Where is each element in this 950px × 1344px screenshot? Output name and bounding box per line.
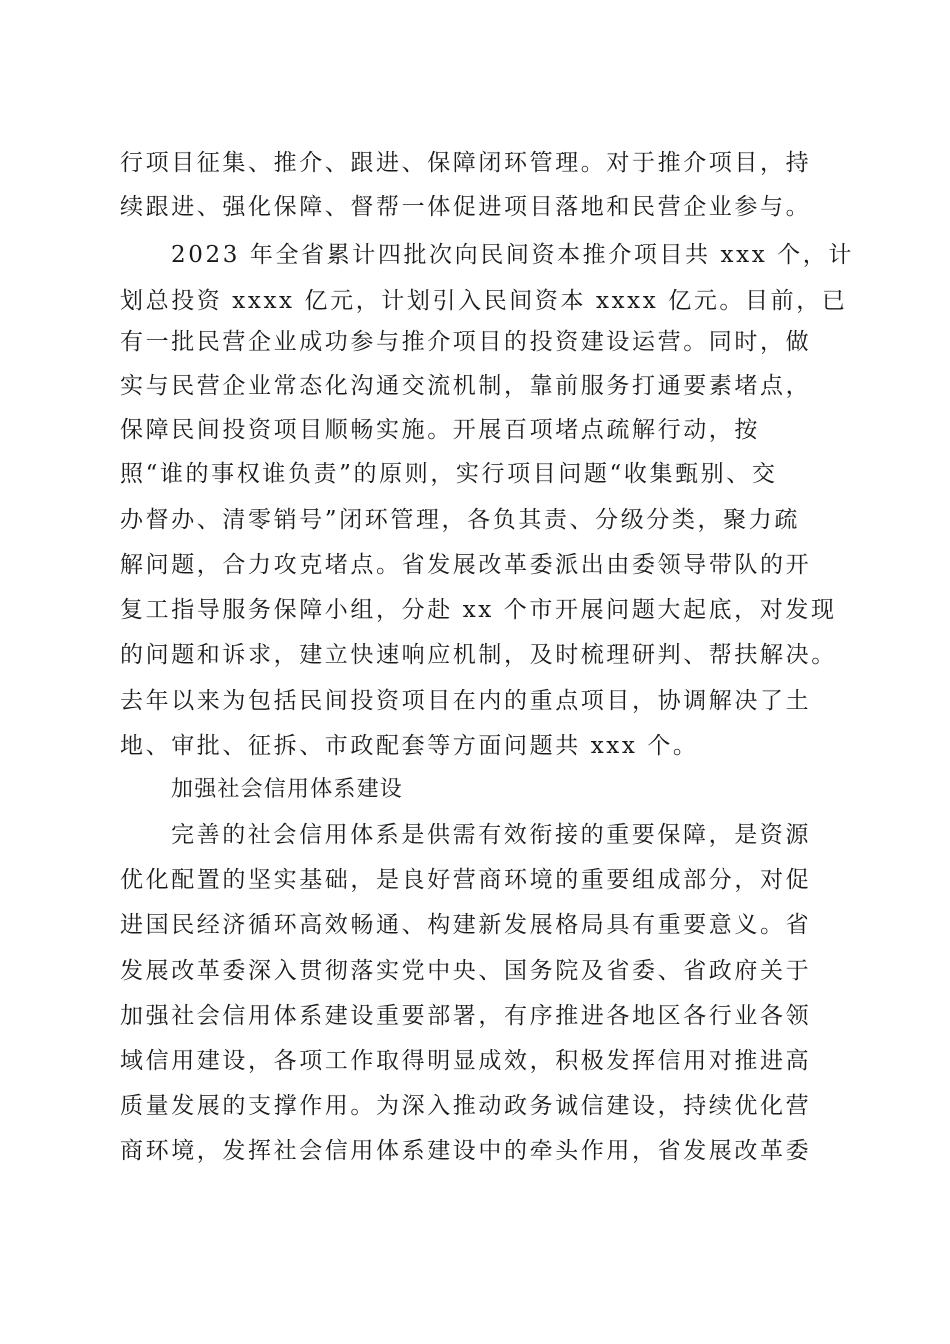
text-line: 去年以来为包括民间投资项目在内的重点项目，协调解决了土 [120, 688, 812, 714]
text-line: 实与民营企业常态化沟通交流机制，靠前服务打通要素堵点， [120, 373, 812, 399]
text-line: 商环境，发挥社会信用体系建设中的牵头作用，省发展改革委 [120, 1138, 812, 1164]
text-line: 行项目征集、推介、跟进、保障闭环管理。对于推介项目，持 [120, 150, 812, 176]
text-line: 发展改革委深入贯彻落实党中央、国务院及省委、省政府关于 [120, 958, 812, 984]
text-line: 复工指导服务保障小组，分赴 xx 个市开展问题大起底，对发现 [120, 597, 837, 623]
text-line: 的问题和诉求，建立快速响应机制，及时梳理研判、帮扶解决。 [120, 642, 837, 668]
text-line: 质量发展的支撑作用。为深入推动政务诚信建设，持续优化营 [120, 1093, 812, 1119]
text-line: 域信用建设，各项工作取得明显成效，积极发挥信用对推进高 [120, 1048, 812, 1074]
text-line: 照“谁的事权谁负责”的原则，实行项目问题“收集甄别、交 [120, 461, 778, 487]
text-line: 优化配置的坚实基础，是良好营商环境的重要组成部分，对促 [120, 867, 812, 893]
text-line: 续跟进、强化保障、督帮一体促进项目落地和民营企业参与。 [120, 194, 812, 220]
text-line: 加强社会信用体系建设重要部署，有序推进各地区各行业各领 [120, 1003, 812, 1029]
text-line: 保障民间投资项目顺畅实施。开展百项堵点疏解行动，按 [120, 417, 760, 443]
text-line: 完善的社会信用体系是供需有效衔接的重要保障，是资源 [171, 822, 811, 848]
text-line: 地、审批、征拆、市政配套等方面问题共 xxx 个。 [120, 733, 699, 759]
text-line: 解问题，合力攻克堵点。省发展改革委派出由委领导带队的开 [120, 552, 812, 578]
section-heading: 加强社会信用体系建设 [171, 777, 404, 802]
text-line: 有一批民营企业成功参与推介项目的投资建设运营。同时，做 [120, 329, 812, 355]
text-line: 划总投资 xxxx 亿元，计划引入民间资本 xxxx 亿元。目前，已 [120, 288, 848, 314]
text-line: 办督办、清零销号”闭环管理，各负其责、分级分类，聚力疏 [120, 507, 800, 533]
text-line: 进国民经济循环高效畅通、构建新发展格局具有重要意义。省 [120, 912, 812, 938]
text-line: 2023 年全省累计四批次向民间资本推介项目共 xxx 个，计 [171, 242, 854, 268]
